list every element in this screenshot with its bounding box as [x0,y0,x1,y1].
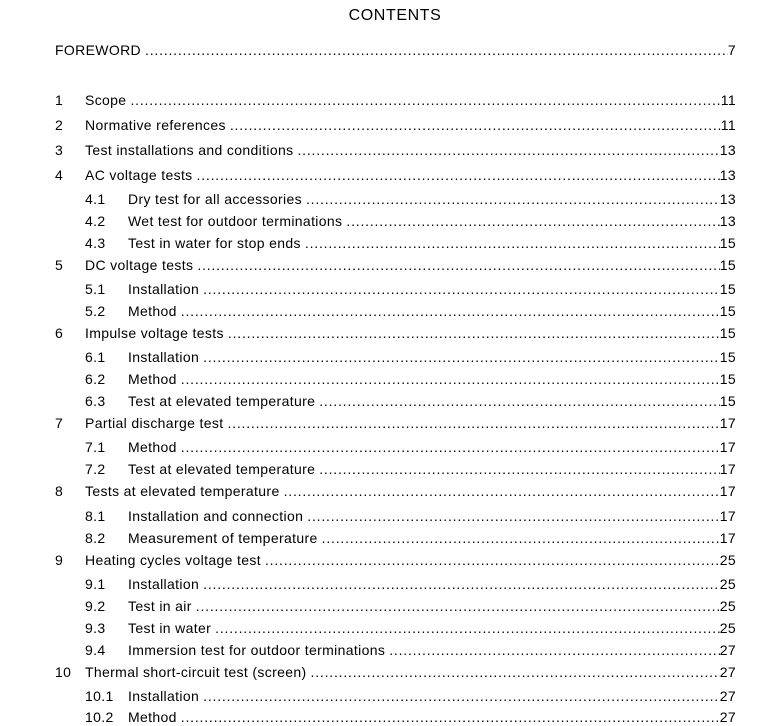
toc-entry-number: 9.3 [85,620,106,636]
toc-entry-label: Immersion test for outdoor terminations [128,642,386,658]
dot-leader [265,551,720,569]
toc-entry-number: 9.1 [85,576,106,592]
dot-leader [203,348,720,366]
dot-leader [319,460,719,478]
dot-leader [346,212,719,230]
dot-leader [297,141,719,159]
toc-entry[interactable] [0,141,736,159]
toc-page-number: 15 [719,281,736,297]
toc-entry-number: 4.2 [85,213,106,229]
dot-leader [181,438,720,456]
dot-leader [215,619,720,637]
toc-entry-number: 9.4 [85,642,106,658]
toc-entry-label: Installation [128,349,200,365]
toc-entry[interactable] [0,482,736,500]
toc-entry-number: 6.1 [85,349,106,365]
toc-page-number: 17 [719,483,736,499]
dot-leader [203,280,720,298]
dot-leader [319,392,719,410]
toc-subentry[interactable] [0,529,736,547]
toc-page-number: 11 [720,117,736,133]
dot-leader [322,529,720,547]
toc-subentry[interactable] [0,460,736,478]
toc-subentry[interactable] [0,687,736,705]
toc-entry-number: 10 [55,664,72,680]
dot-leader [284,482,720,500]
toc-page-number: 15 [719,325,736,341]
toc-entry-label: Installation [128,576,200,592]
toc-entry-label: Method [128,439,177,455]
toc-entry-foreword[interactable] [0,41,736,59]
toc-entry[interactable] [0,663,736,681]
toc-entry-number: 4.3 [85,235,106,251]
toc-entry-number: 8.1 [85,508,106,524]
toc-entry-label: Method [128,709,177,725]
toc-entry-label: Thermal short-circuit test (screen) [85,664,307,680]
dot-leader [203,575,720,593]
dot-leader [181,708,720,726]
toc-page-number: 17 [719,530,736,546]
dot-leader [197,256,719,274]
dot-leader [389,641,720,659]
toc-entry-label: Normative references [85,117,226,133]
dot-leader [228,324,720,342]
toc-entry-label: Tests at elevated temperature [85,483,280,499]
toc-subentry[interactable] [0,575,736,593]
toc-entry-number: 8 [55,483,64,499]
toc-entry-number: 1 [55,92,64,108]
dot-leader [307,507,719,525]
toc-entry-label: Test in water [128,620,212,636]
toc-subentry[interactable] [0,708,736,726]
dot-leader [181,302,720,320]
toc-entry[interactable] [0,91,736,109]
toc-page-number: 17 [719,439,736,455]
toc-subentry[interactable] [0,302,736,320]
toc-page-number: 25 [719,620,736,636]
toc-entry-label: Measurement of temperature [128,530,318,546]
toc-entry-number: 6.3 [85,393,106,409]
toc-subentry[interactable] [0,392,736,410]
toc-page-number: 17 [719,461,736,477]
dot-leader [197,166,720,184]
toc-entry-label: Dry test for all accessories [128,191,302,207]
toc-entry[interactable] [0,116,736,134]
toc-page-number: 7 [727,42,736,58]
toc-entry-number: 7.1 [85,439,106,455]
toc-entry-label: Impulse voltage tests [85,325,224,341]
toc-entry[interactable] [0,414,736,432]
toc-entry-number: 5.2 [85,303,106,319]
toc-entry-number: 10.1 [85,688,114,704]
toc-subentry[interactable] [0,507,736,525]
toc-page-number: 15 [719,257,736,273]
toc-page-number: 27 [719,642,736,658]
dot-leader [181,370,720,388]
toc-entry-number: 7 [55,415,64,431]
toc-entry-label: AC voltage tests [85,167,193,183]
toc-entry-number: 3 [55,142,64,158]
dot-leader [203,687,720,705]
toc-entry-label: Method [128,303,177,319]
toc-page-number: 25 [719,598,736,614]
toc-entry-label: FOREWORD [55,42,142,58]
toc-page-number: 27 [719,688,736,704]
toc-entry-label: DC voltage tests [85,257,194,273]
dot-leader [130,91,720,109]
toc-entry-label: Installation [128,281,200,297]
toc-subentry[interactable] [0,190,736,208]
dot-leader [145,41,728,59]
toc-subentry[interactable] [0,438,736,456]
toc-entry-number: 9 [55,552,64,568]
toc-entry-number: 7.2 [85,461,106,477]
dot-leader [230,116,721,134]
toc-entry-number: 6.2 [85,371,106,387]
toc-subentry[interactable] [0,597,736,615]
toc-subentry[interactable] [0,619,736,637]
toc-entry-label: Installation and connection [128,508,304,524]
dot-leader [196,597,720,615]
toc-entry-number: 5 [55,257,64,273]
toc-entry-number: 8.2 [85,530,106,546]
toc-entry-number: 9.2 [85,598,106,614]
toc-entry-number: 6 [55,325,64,341]
toc-entry[interactable] [0,324,736,342]
toc-entry-label: Wet test for outdoor terminations [128,213,343,229]
toc-page-number: 13 [719,213,736,229]
toc-entry-label: Installation [128,688,200,704]
toc-entry-label: Partial discharge test [85,415,224,431]
dot-leader [311,663,720,681]
toc-page-number: 15 [719,393,736,409]
toc-entry[interactable] [0,551,736,569]
toc-page-number: 17 [719,415,736,431]
page-title: CONTENTS [348,7,442,24]
toc-page-number: 15 [719,349,736,365]
toc-subentry[interactable] [0,212,736,230]
toc-page-number: 25 [719,552,736,568]
toc-page-number: 13 [719,167,736,183]
toc-page-number: 17 [719,508,736,524]
toc-page-number: 25 [719,576,736,592]
toc-entry-label: Test at elevated temperature [128,393,316,409]
toc-subentry[interactable] [0,641,736,659]
dot-leader [305,234,720,252]
toc-subentry[interactable] [0,234,736,252]
toc-subentry[interactable] [0,370,736,388]
toc-subentry[interactable] [0,280,736,298]
toc-subentry[interactable] [0,348,736,366]
toc-page-number: 15 [719,235,736,251]
toc-entry-label: Test in water for stop ends [128,235,301,251]
toc-entry-label: Test at elevated temperature [128,461,316,477]
toc-entry-number: 2 [55,117,64,133]
toc-entry-number: 4.1 [85,191,106,207]
dot-leader [306,190,720,208]
dot-leader [227,414,719,432]
toc-entry-number: 10.2 [85,709,114,725]
toc-entry-label: Heating cycles voltage test [85,552,261,568]
toc-entry[interactable] [0,256,736,274]
toc-page-number: 15 [719,371,736,387]
toc-page-number: 27 [719,664,736,680]
toc-entry-label: Method [128,371,177,387]
toc-page-number: 13 [719,142,736,158]
toc-entry-number: 4 [55,167,64,183]
toc-entry-label: Scope [85,92,127,108]
toc-entry[interactable] [0,166,736,184]
toc-page-number: 27 [719,709,736,725]
toc-page-number: 13 [719,191,736,207]
toc-page-number: 15 [719,303,736,319]
toc-entry-label: Test in air [128,598,192,614]
toc-entry-label: Test installations and conditions [85,142,294,158]
toc-page-number: 11 [720,92,736,108]
toc-entry-number: 5.1 [85,281,106,297]
